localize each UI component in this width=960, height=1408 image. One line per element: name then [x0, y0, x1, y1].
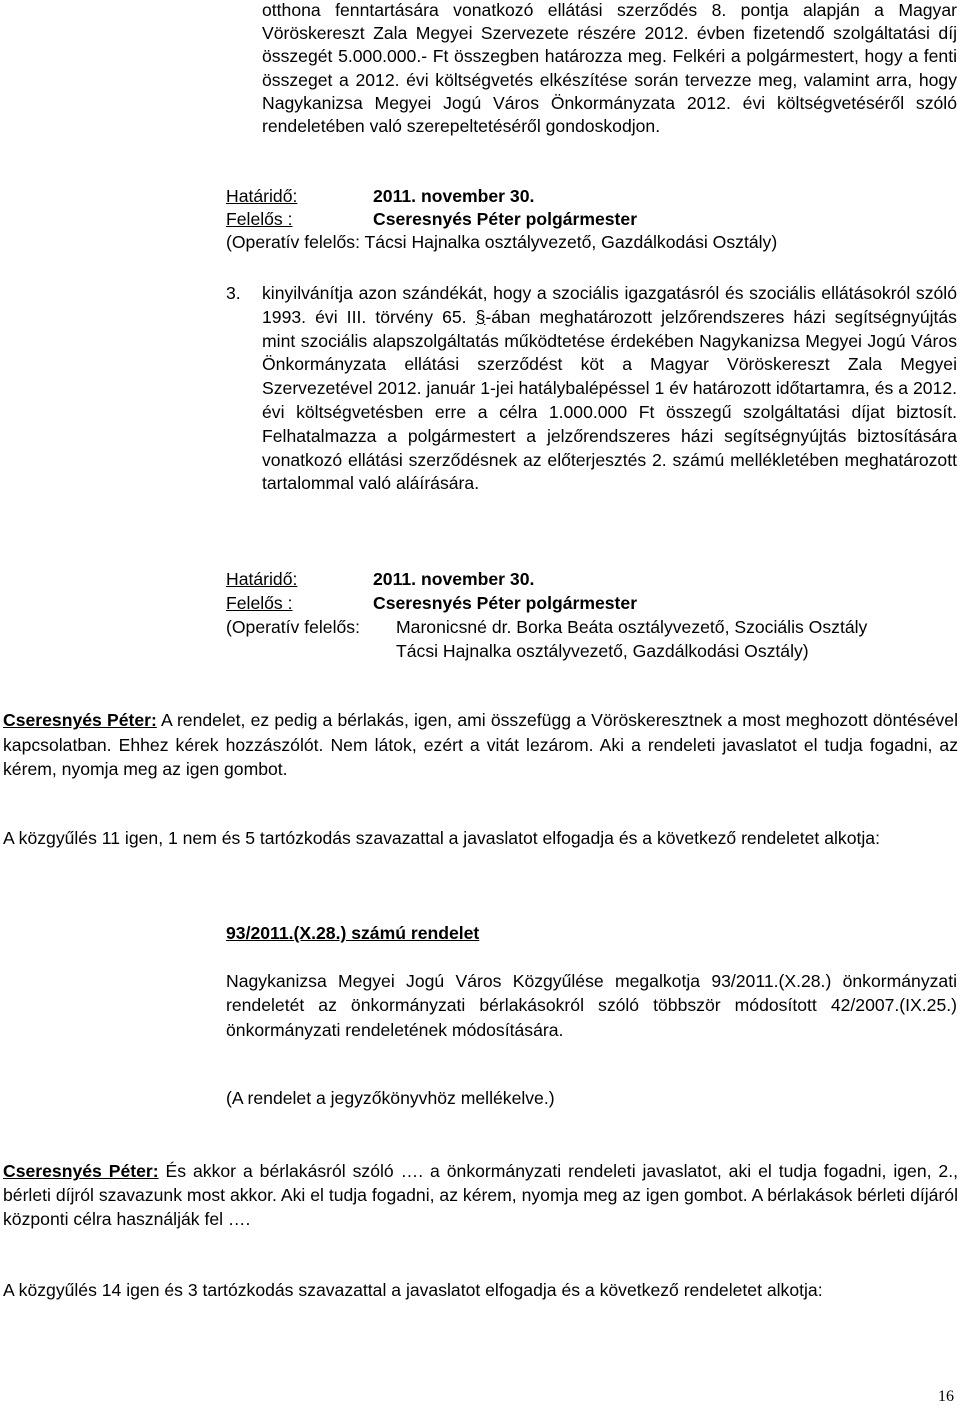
responsible-value: Cseresnyés Péter polgármester: [373, 593, 638, 613]
decree-title: 93/2011.(X.28.) számú rendelet: [226, 923, 480, 943]
deadline-block-1: [226, 185, 956, 254]
item-3-text-start: kinyilvánítja azon szándékát, hogy a szociális igazgatásról és szociális ellátásokról szóló 1993. évi III. törvény 65.: [262, 283, 957, 327]
speech-1: [3, 708, 958, 782]
responsible-label: Felelős :: [226, 209, 293, 229]
deadline-value: 2011. november 30.: [373, 569, 535, 589]
item-number: 3.: [226, 283, 241, 303]
responsible-value: Cseresnyés Péter polgármester: [373, 209, 638, 229]
deadline-value: 2011. november 30.: [373, 186, 535, 206]
resolution-paragraph: otthona fenntartására vonatkozó ellátási szerződés 8. pontja alapján a Magyar Vöröskereszt Zala Megyei Szervezete részére 2012. évben fizetendő szolgáltatási díj összegét 5.000.000.- Ft összegben határozza meg. Felkéri a polgármestert, hogy a fenti összeget a 2012. évi költségvetés elkészítése során tervezze meg, valamint arra, hogy Nagykanizsa Megyei Jogú Város Önkormányzata 2012. évi költségvetéséről szóló rendeletében való szerepeltetéséről gondoskodjon.: [262, 0, 957, 137]
speech-text: És akkor a bérlakásról szóló …. a önkormányzati rendeleti javaslatot, aki el tudja fogadni, igen, 2., bérleti díjról szavazunk most akkor. Aki el tudja fogadni, az kérem, nyomja meg az igen gombot. A bérlakások bérleti díjáról központi célra használják fel ….: [3, 1161, 958, 1229]
responsible-label: Felelős :: [226, 593, 293, 613]
operative-line-2: Tácsi Hajnalka osztályvezető, Gazdálkodási Osztály): [396, 641, 809, 661]
vote-result-2: A közgyűlés 14 igen és 3 tartózkodás szavazattal a javaslatot elfogadja és a következő rendeletet alkotja:: [3, 1280, 823, 1300]
item-3-text: [262, 282, 957, 496]
deadline-block-2: [226, 567, 956, 663]
vote-result-1: A közgyűlés 11 igen, 1 nem és 5 tartózkodás szavazattal a javaslatot elfogadja és a következő rendeletet alkotja:: [3, 828, 880, 848]
attachment-note: (A rendelet a jegyzőkönyvhöz mellékelve.): [226, 1088, 555, 1108]
deadline-label: Határidő:: [226, 186, 298, 206]
page-number: 16: [938, 1388, 954, 1405]
decree-body: Nagykanizsa Megyei Jogú Város Közgyűlése megalkotja 93/2011.(X.28.) önkormányzati rendeletét az önkormányzati bérlakásokról szóló többször módosított 42/2007.(IX.25.) önkormányzati rendeletének módosítására.: [226, 971, 957, 1040]
operative-line-1: Maronicsné dr. Borka Beáta osztályvezető, Szociális Osztály: [396, 617, 868, 637]
section-sign: §: [475, 306, 486, 327]
speaker-name: Cseresnyés Péter:: [3, 710, 157, 730]
operative-responsible: (Operatív felelős: Tácsi Hajnalka osztályvezető, Gazdálkodási Osztály): [226, 232, 778, 252]
deadline-label: Határidő:: [226, 569, 298, 589]
speaker-name: Cseresnyés Péter:: [3, 1161, 159, 1181]
speech-2: [3, 1159, 958, 1231]
operative-label: (Operatív felelős:: [226, 617, 360, 637]
item-3-text-end: -ában meghatározott jelzőrendszeres házi segítségnyújtás mint szociális alapszolgáltatás működtetése érdekében Nagykanizsa Megyei Jogú Város Önkormányzata ellátási szerződést köt a Magyar Vöröskereszt Zala Megyei Szervezetével 2012. január 1-jei hatálybalépéssel 1 év határozott időtartamra, és a 2012. évi költségvetésben erre a célra 1.000.000 Ft összegű szolgáltatási díjat biztosít. Felhatalmazza a polgármestert a jelzőrendszeres házi segítségnyújtás biztosítására vonatkozó ellátási szerződésnek az előterjesztés 2. számú mellékletében meghatározott tartalommal való aláírására.: [262, 306, 957, 494]
speech-text: A rendelet, ez pedig a bérlakás, igen, ami összefügg a Vöröskeresztnek a most meghozott döntésével kapcsolatban. Ehhez kérek hozzászólót. Nem látok, ezért a vitát lezárom. Aki a rendeleti javaslatot el tudja fogadni, az kérem, nyomja meg az igen gombot.: [3, 710, 958, 779]
